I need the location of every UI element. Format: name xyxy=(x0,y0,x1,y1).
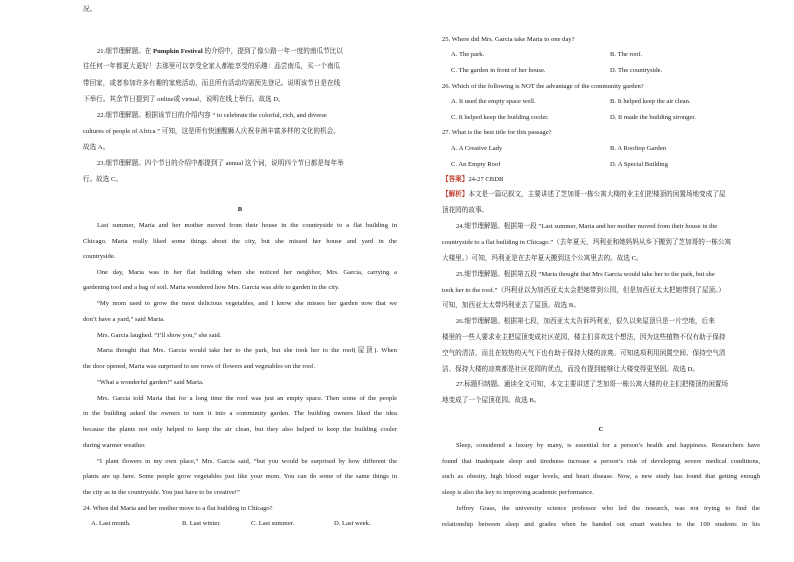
question-25-option-a: A. The park. xyxy=(451,51,485,58)
passage-line: One day, Maria was in her flat building when she noticed her neighbor, Mrs. Garcia, carrying a xyxy=(97,269,397,276)
answer-24-line: countryside to a flat building in Chicago.”（去年夏天，玛利亚和她妈妈从乡下搬到了芝加哥的一栋公寓 xyxy=(442,239,732,246)
passage-line: in the building asked the owners to turn it into a community garden. The building owners liked the idea xyxy=(83,410,397,417)
question-27-option-a: A. A Creative Lady xyxy=(451,145,503,152)
question-26-option-d: D. It made the building stronger. xyxy=(610,114,696,121)
passage-line: Chicago. Maria really liked some things about the city, but she missed her house and yard in the xyxy=(83,238,397,245)
question-25-option-c: C. The garden in front of her house. xyxy=(451,67,546,74)
question-24-option-c: C. Last summer. xyxy=(251,520,295,527)
answer-27-line: 27.标题归纳题。通读全文可知，本文主要讲述了芝加哥一栋公寓大楼的业主们把楼顶的闲置场 xyxy=(456,381,728,388)
passage-line: plants are up here. Some people grow vegetables just like your mom. You can do some of the same things in xyxy=(83,473,397,480)
passage-line: Maria thought that Mrs. Garcia would take her to the park, but she took her to the roof(屋顶). When xyxy=(97,347,397,354)
answer-tag: 【答案】 xyxy=(442,176,469,183)
question-27-option-d: D. A Special Building xyxy=(610,161,668,168)
answer-24-line: 24.细节理解题。根据第一段 “Last summer, Maria and her mother moved from their house in the xyxy=(456,223,718,230)
passage-line: gardening tool and a bag of soil. Maria wondered how Mrs. Garcia was able to garden in the city. xyxy=(83,284,340,291)
question-25-option-d: D. The countryside. xyxy=(610,67,663,74)
answer-26-line: 洁、保持大楼的凉爽都是社区花园的优点，而没有提到能够让大楼变得更坚固。故选 D。 xyxy=(442,366,699,373)
answer-25-line: 25.细节理解题。根据第五段 “Maria thought that Mrs Garcia would take her to the park, but she xyxy=(456,271,715,278)
question-26-option-a: A. It used the empty space well. xyxy=(451,98,536,105)
passage-line: because the plants not only helped to keep the air clean, but they also helped to keep the building cooler xyxy=(83,426,397,433)
answer-26-line: 26.细节理解题。根据第七段，加西亚太太告诉玛利亚，很久以来屋顶只是一片空地，后来 xyxy=(456,318,715,325)
passage-line: such as obesity, high blood sugar levels, and heart disease. Now, a new study has found that getting enough xyxy=(442,473,760,480)
answer-22-line: 故选 A。 xyxy=(83,144,110,151)
answer-25-line: 可知，加西亚太太带玛利亚去了屋顶。故选 B。 xyxy=(442,302,580,309)
question-27-option-b: B. A Rooftop Garden xyxy=(610,145,667,152)
answer-key: 24-27 CBDB xyxy=(468,176,504,183)
question-26-option-c: C. It helped keep the building cooler. xyxy=(451,114,549,121)
section-heading-b: B xyxy=(237,206,243,213)
question-24-option-a: A. Last month. xyxy=(91,520,131,527)
answer-22-line: 22.细节理解题。根据该节目的介绍内容 “ to celebrate the colorful, rich, and diverse xyxy=(97,112,327,119)
passage-line: “I plant flowers in my own place,” Mrs. Garcia said, “but you would be surprised by how different the xyxy=(97,458,397,465)
explanation-line: 【解析】本文是一篇记叙文，主要讲述了芝加哥一栋公寓大楼的业主们把楼顶的闲置场地变成了屋 xyxy=(442,191,726,198)
passage-line: found that inadequate sleep and tiredness increase a person’s risk of developing severe medical conditions, xyxy=(442,458,760,465)
question-26-stem: 26. Which of the following is NOT the advantage of the community garden? xyxy=(442,83,644,90)
answer-25-line: took her to the roof.”（玛利亚以为加西亚太太会把她带到公园，但是加西亚太太把她带到了屋顶。） xyxy=(442,287,725,294)
answer-27-line: 地变成了一个屋顶花园。故选 B。 xyxy=(442,397,541,404)
passage-line: “What a wonderful garden!” said Maria. xyxy=(97,379,204,386)
question-27-option-c: C. An Empty Roof xyxy=(451,161,501,168)
section-heading-c: C xyxy=(598,426,604,433)
passage-line: the city as in the countryside. You just have to be creative!” xyxy=(83,489,240,496)
passage-line: don’t have a yard,” said Maria. xyxy=(83,316,165,323)
passage-line: Mrs. Garcia told Maria that for a long time the roof was just an empty space. Then some of the people xyxy=(97,395,397,402)
passage-line: Sleep, considered a luxury by many, is essential for a person’s health and happiness. Researchers have xyxy=(456,442,760,449)
answer-24-line: 大楼里。）可知，玛利亚是在去年夏天搬到这个公寓里去的。故选 C。 xyxy=(442,255,643,262)
answer-21-line: 21.细节理解题。在 Pumpkin Festival 的介绍中，提到了像公路一年一度的南瓜节比以 xyxy=(97,48,343,55)
answer-26-line: 楼里的一些人要求业主把屋顶变成社区花园，楼主们喜欢这个想法，因为这些植物不仅有助于保持 xyxy=(442,334,726,341)
question-27-stem: 27. What is the best title for this passage? xyxy=(442,129,552,136)
answer-21-line: 往任何一年都更大更好！去那里可以享受全家人都能享受的乐趣：品尝南瓜，买一个南瓜 xyxy=(83,63,341,70)
passage-line: Last summer, Maria and her mother moved from their house in the countryside to a flat building in xyxy=(97,222,397,229)
passage-line: during warmer weather. xyxy=(83,442,146,449)
answer-22-line: cultures of people of Africa ” 可知，这是所有快速醒狮人庆祝非洲丰富多样的文化的机会。 xyxy=(83,128,340,135)
explanation-tag: 【解析】 xyxy=(442,191,469,198)
answer-23-line: 23.细节理解题。四个节日的介绍中都提到了 annual 这个词，说明四个节日都是每年举 xyxy=(97,160,344,167)
passage-line: countryside. xyxy=(83,253,116,260)
passage-line: relationship between sleep and grades when he handed out smart watches to the 100 students in his xyxy=(442,521,760,528)
passage-line: sleep is also the key to improving academic performance. xyxy=(442,489,594,496)
question-24-stem: 24. When did Maria and her mother move to a flat building in Chicago? xyxy=(83,505,273,512)
answer-26-line: 空气的清洁，而且在较热的天气下也有助于保持大楼的凉爽。可知选项利用闲置空间、保持空气清 xyxy=(442,350,726,357)
passage-line: Mrs. Garcia laughed. “I’ll show you,” she said. xyxy=(97,332,222,339)
question-24-option-d: D. Last week. xyxy=(334,520,371,527)
answer-line xyxy=(442,175,503,184)
question-25-option-b: B. The roof. xyxy=(610,51,643,58)
answer-23-line: 行。故选 C。 xyxy=(83,176,123,183)
question-24-option-b: B. Last winter. xyxy=(182,520,221,527)
explanation-line: 顶花园的故事。 xyxy=(442,207,489,214)
passage-line: the door opened, Maria was surprised to see rows of flowers and vegetables on the roof. xyxy=(83,363,315,370)
passage-line: Jeffrey Grass, the university science professor who led the research, was not trying to find the xyxy=(456,505,760,512)
text-line: 况。 xyxy=(83,6,97,13)
question-25-stem: 25. Where did Mrs. Garcia take Maria to one day? xyxy=(442,36,575,43)
passage-line: “My mom used to grow the most delicious vegetables, and I know she misses her garden now that we xyxy=(97,300,397,307)
answer-21-line: 带回家，或者参加许多有趣的家庭活动，而且所有活动均需预先登记。说明该节日是在线 xyxy=(83,80,341,87)
question-26-option-b: B. It helped keep the air clean. xyxy=(610,98,691,105)
answer-21-line: 下举行。其余节日提到了 online或 virtual，说明在线上举行。故选 D。 xyxy=(83,96,285,103)
